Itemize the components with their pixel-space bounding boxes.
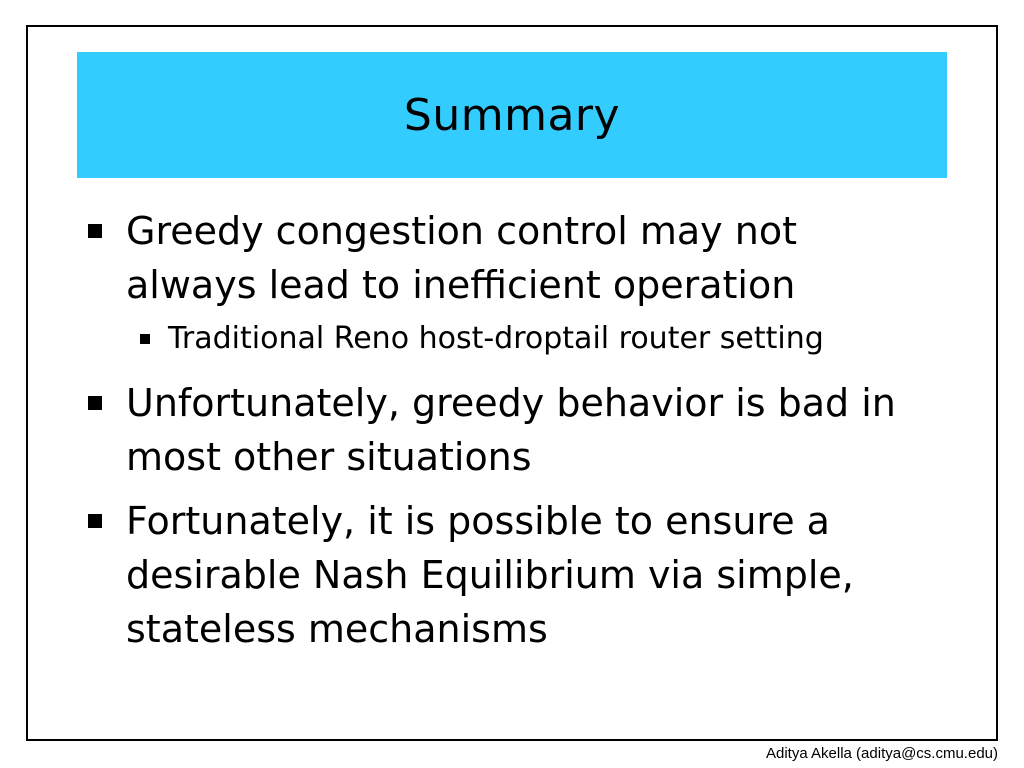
sub-bullet-item [140, 318, 938, 360]
square-bullet-icon [88, 514, 102, 528]
bullet-item [88, 204, 938, 312]
footer-author: Aditya Akella (aditya@cs.cmu.edu) [766, 745, 998, 762]
square-bullet-icon [140, 334, 150, 344]
bullet-item [88, 494, 938, 656]
square-bullet-icon [88, 224, 102, 238]
square-bullet-icon [88, 396, 102, 410]
bullet-text: Unfortunately, greedy behavior is bad in most other situations [126, 381, 896, 479]
title-band [77, 52, 947, 178]
sub-bullet-text: Traditional Reno host-droptail router setting [168, 321, 824, 356]
bullet-text: Greedy congestion control may not always lead to inefficient operation [126, 209, 797, 307]
bullet-list [88, 204, 938, 666]
slide-title: Summary [403, 89, 621, 141]
bullet-item [88, 376, 938, 484]
bullet-text: Fortunately, it is possible to ensure a desirable Nash Equilibrium via simple, stateless mechanisms [126, 499, 854, 651]
